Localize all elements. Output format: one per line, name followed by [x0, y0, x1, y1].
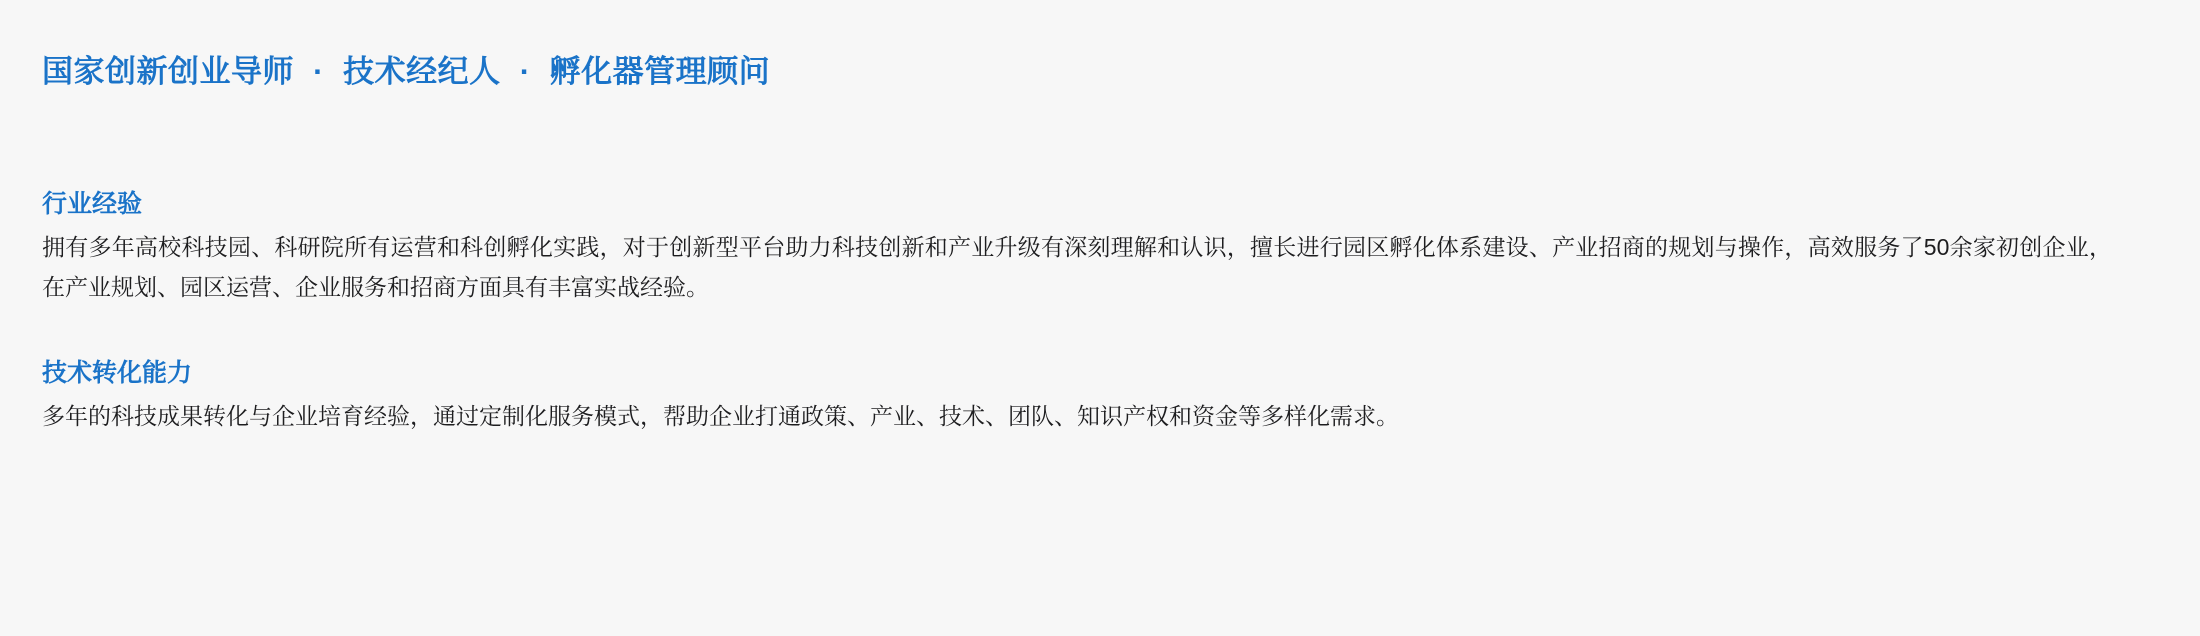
- page-title-part-1: 国家创新创业导师: [42, 54, 294, 89]
- page-title-part-3: 孵化器管理顾问: [549, 54, 771, 89]
- section-body: 拥有多年高校科技园、科研院所有运营和科创孵化实践，对于创新型平台助力科技创新和产业升级有深刻理解和认识，擅长进行园区孵化体系建设、产业招商的规划与操作，高效服务了50余家初创企业，在产业规划、园区运营、企业服务和招商方面具有丰富实战经验。: [42, 233, 2112, 301]
- section-industry-experience: [42, 188, 2140, 307]
- page-title: [42, 52, 2140, 92]
- title-separator-1: ·: [313, 54, 324, 89]
- section-title: 技术转化能力: [42, 359, 193, 388]
- page-title-part-2: 技术经纪人: [343, 54, 501, 89]
- section-body: 多年的科技成果转化与企业培育经验，通过定制化服务模式，帮助企业打通政策、产业、技术、团队、知识产权和资金等多样化需求。: [42, 402, 1399, 429]
- title-separator-2: ·: [519, 54, 531, 89]
- section-technology-transfer: [42, 357, 2140, 436]
- section-title: 行业经验: [42, 190, 143, 219]
